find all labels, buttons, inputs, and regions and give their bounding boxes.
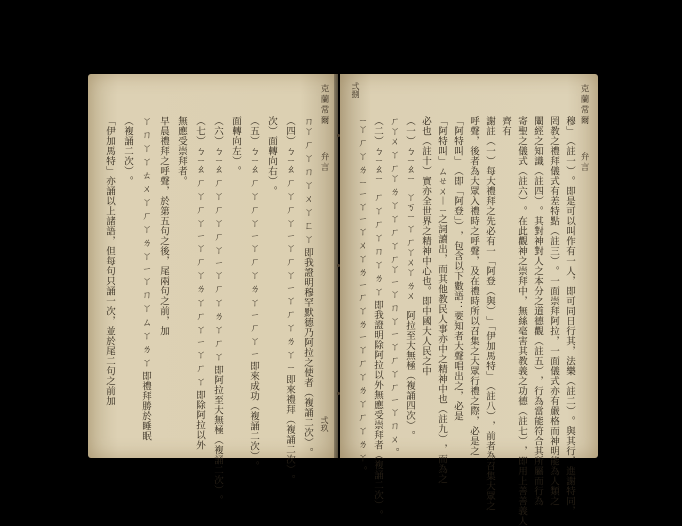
left-page-number: 弍玖 [320, 416, 329, 432]
right-page-column: 寄聖之儀式︵註六︶。在此觀神之崇拜中，無絲毫害其教義之功德︵註七︶，即用上善善義人 [516, 116, 527, 526]
left-page-header-title: 克蘭常爾 [319, 84, 329, 126]
left-page-column: ㄚ ㄇ ㄚ ㄚ ㄊ ㄨ ㄚ ㄏ ㄚ ㄌ ㄚ ㄧ ㄚ ㄇ ㄚ ㄙ ㄚ ㄌ ㄚ 即禮拜勝於睡眠 [140, 116, 151, 441]
right-page-header-title: 克蘭常爾 [579, 84, 589, 126]
right-page-column: 穆」︵註一︶。即是可以叫作有一人，即可同日行其，法樂︵註二︶。與其行，進謝特同， [564, 116, 575, 516]
left-page-column: 無應受崇拜者。 [176, 116, 187, 186]
open-book [88, 74, 598, 526]
left-page-column: ︵四︶ㄅㄧㄠ ㄏ ㄚ ㄏ ㄚ ㄧ ㄚ ㄏ ㄚ ㄧ ㄚ ㄏ ㄚ ㄌ ㄚ ㄧ 即來禮拜︵複誦二次︶。 [284, 116, 295, 485]
right-page-column: 謝註︵一︶每大禮拜之先必有一「阿登︵與︶」「伊加馬特」︵註八︶，前者為召集大眾之 [484, 116, 495, 512]
left-page-column: 「伊加馬特」亦誦以上諸語，但每句只誦一次，並於尾二句之前加 [104, 116, 115, 406]
right-page-column: 必也︵註十︶實亦全世界之精神中心也。即中國大人民之中 [420, 116, 431, 376]
right-page-column: ㄧㄚ ㄏ ㄚ ㄌ ㄧ ㄧ ㄚ ㄧ ㄚ ㄨ ㄚ ㄌ ㄧ ㄏ ㄚ ㄌ ㄧ ㄚ ㄏ ㄚ ㄌ ㄚ ㄏ ㄚ ㄌ ㄚ 。 [356, 116, 367, 477]
right-page-column: ︵二︶ㄅㄧㄠㄧ ㄏ ㄚ ㄏ ㄚ ㄇ ㄚ ㄌ ㄚ 即我證明除阿拉以外無應受崇拜者︵複誦二次︶。 [372, 116, 383, 521]
right-page-column: 闡經之知識︵註四︶。其對神對人之本分之道德觀︵註五︶，行為當能符合其所屬而行為 [532, 116, 543, 506]
right-page-column: 齊有 [500, 116, 511, 136]
right-page [340, 74, 598, 526]
right-page-column: 呼聲，後者為大眾入禮時之呼聲，及在禮時所以召集之大眾行禮之際，必是之 [468, 116, 479, 456]
left-page-column: ︵七︶ㄅㄧㄠ ㄏ ㄚ ㄏ ㄚ ㄧ ㄚ ㄏ ㄚ ㄌ ㄚ ㄏ ㄚ ㄧ ㄚ ㄏ ㄚ 即除阿拉以外 [194, 116, 205, 451]
left-page-column: ︵複誦二次︶。 [122, 116, 133, 186]
right-page-number: 弍捌 [351, 82, 360, 98]
right-page-column: 「阿特叫」ㄙㄝㄨ︱ㄧ之詞讀出，而其他教民人事亦中之精神中也︵註九︶，而為之 [436, 116, 447, 485]
left-page [88, 74, 338, 505]
right-page-column: ︵一︶ㄅㄧㄠㄧ ㄚㄎㄧ ㄚ ㄏㄚㄨㄚ ㄌㄨ 阿拉至大無極︵複誦四次︶。 [404, 116, 415, 441]
right-page-header-section: 弁言 [579, 152, 589, 173]
left-page-column: ㄇㄚ ㄏ ㄚ ㄇ ㄚ ㄨ ㄚ ㄈ ㄚ 即我證明穆罕默德乃阿拉之使者︵複誦二次︶。 [302, 116, 313, 458]
left-page-column: 早晨禮拜之呼聲，於第五句之後，尾兩句之前，加 [158, 116, 169, 336]
left-page-column: 次︶面轉向右︶。 [266, 116, 277, 196]
right-page-column: ㄏㄚㄨ ㄚ ㄏㄚ ㄌ ㄚ ㄚ ㄏ ㄚ ㄏㄚ ㄧ ㄚ ㄇ ㄚ ㄧ ㄚ ㄏ ㄚ ㄏ ㄧ ㄚ ㄇ ㄨ 。 [388, 116, 399, 458]
right-page-column: 罔教之禮拜儀式有差特點︵註三︶。一面崇拜阿拉，一面儀式亦有嚴格而神明能為人類之 [548, 116, 559, 506]
right-page-column: 「阿特叫」︵即「阿登」︶，包含以下數語：要知者大聲唱出之，必是 [452, 116, 463, 422]
left-page-column: ︵六︶ㄅㄧㄠ ㄏ ㄚ ㄏ ㄚ ㄏ ㄚ ㄧ ㄚ ㄏ ㄚ ㄌ ㄚ ㄏ ㄚ 即阿拉至大無極︵複誦二次︶。 [212, 116, 223, 505]
left-page-header-section: 弁言 [319, 152, 329, 173]
left-page-column: 面轉向左︶。 [230, 116, 241, 176]
left-page-column: ︵五︶ㄅㄧㄠ ㄏ ㄚ ㄏ ㄚ ㄧ ㄚ ㄏ ㄚ ㄌ ㄚ ㄧ ㄏ ㄚ ㄧ 即來成功︵複誦二次︶。 [248, 116, 259, 472]
